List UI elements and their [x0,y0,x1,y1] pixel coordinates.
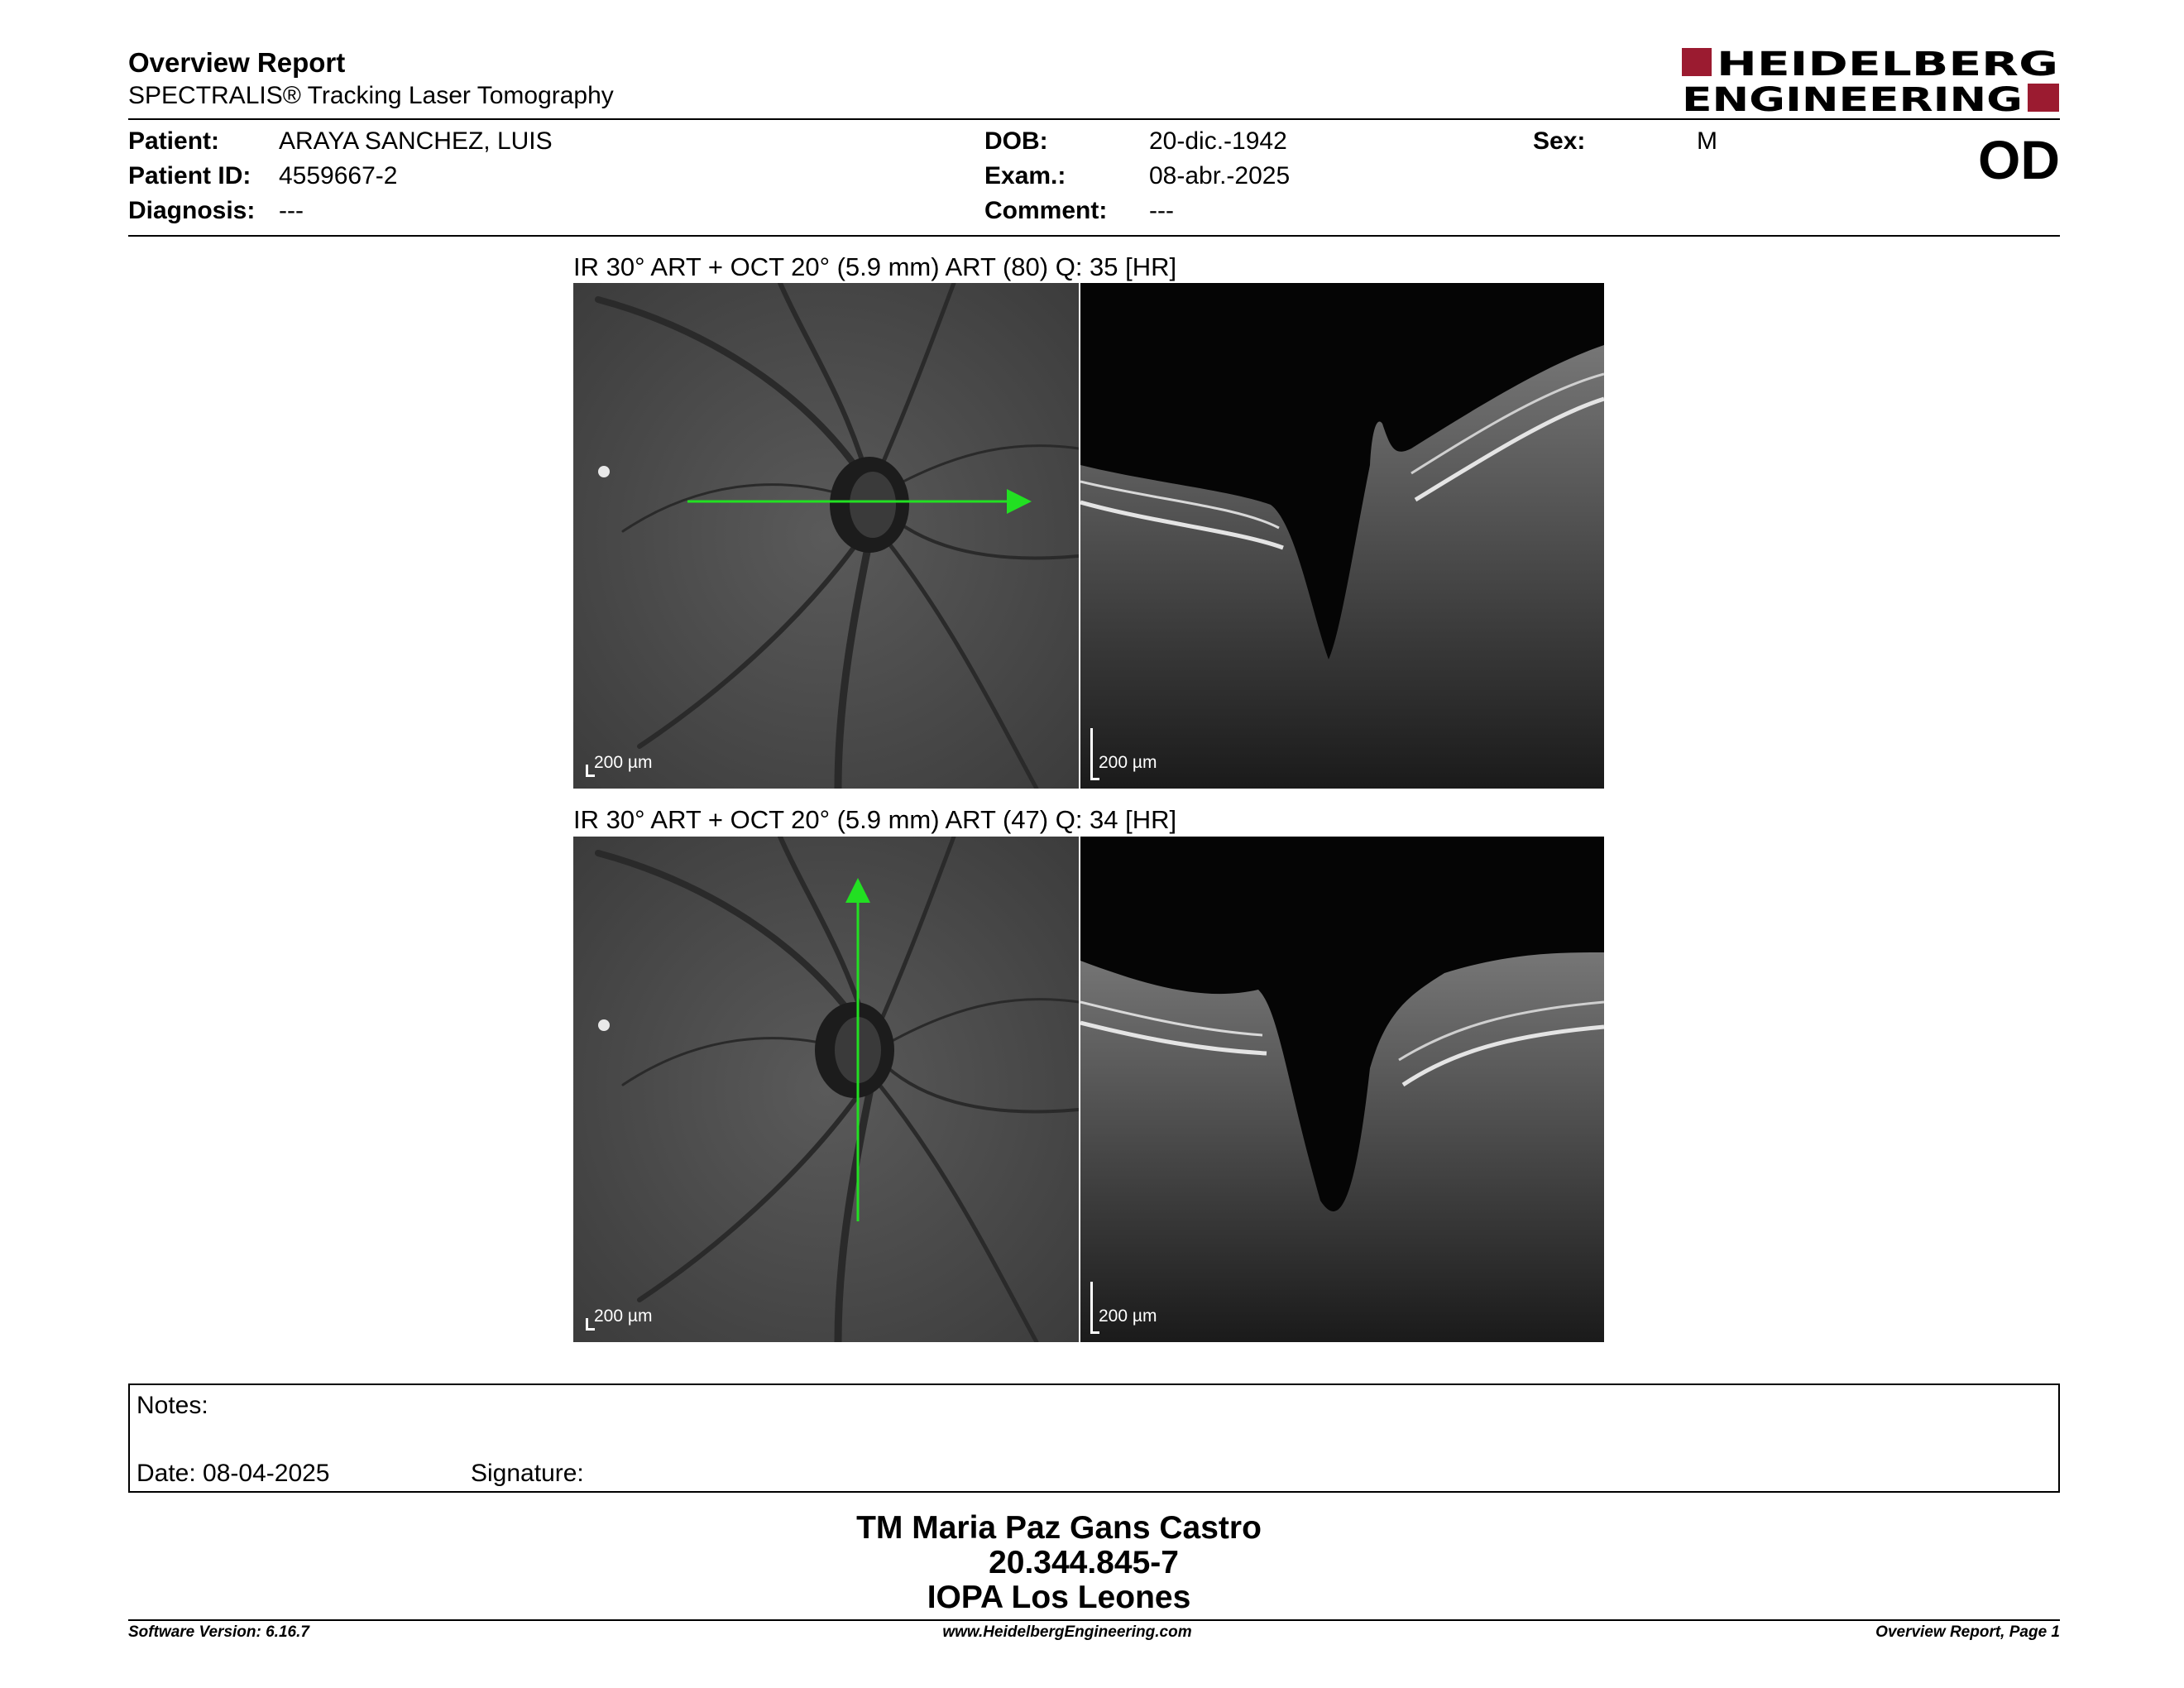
examiner-id: 20.344.845-7 [989,1545,1179,1580]
patient-id-label: Patient ID: [128,162,251,189]
diagnosis-label: Diagnosis: [128,197,256,224]
scan-2-oct-bscan: 200 µm [1080,837,1604,1342]
signature-label: Signature: [471,1460,584,1487]
sex-label: Sex: [1533,127,1586,155]
comment-label: Comment: [984,197,1108,224]
report-subtitle: SPECTRALIS® Tracking Laser Tomography [128,82,614,109]
dob-label: DOB: [984,127,1048,155]
scan-2-ir-image: 200 µm [573,837,1079,1342]
header-divider [128,118,2060,120]
examiner-name: TM Maria Paz Gans Castro [856,1510,1262,1546]
exam-value: 08-abr.-2025 [1149,162,1291,189]
heidelberg-engineering-logo [1682,46,2060,114]
patient-divider [128,235,2060,237]
patient-label: Patient: [128,127,220,155]
scan-2-title: IR 30° ART + OCT 20° (5.9 mm) ART (47) Q: 34 [HR] [573,805,1177,834]
scan-1-title: IR 30° ART + OCT 20° (5.9 mm) ART (80) Q: 35 [HR] [573,252,1177,281]
scan-1-oct-bscan: 200 µm [1080,283,1604,789]
logo-line2: ENGINEERING [1682,81,2023,114]
sex-value: M [1697,127,1717,155]
exam-label: Exam.: [984,162,1066,189]
page-indicator: Overview Report, Page 1 [1875,1623,2060,1641]
clinic-name: IOPA Los Leones [927,1580,1191,1615]
report-title: Overview Report [128,47,346,78]
website-link[interactable]: www.HeidelbergEngineering.com [942,1623,1192,1641]
notes-date: Date: 08-04-2025 [136,1460,330,1487]
patient-id: 4559667-2 [279,162,398,189]
comment-value: --- [1149,197,1174,224]
software-version: Software Version: 6.16.7 [128,1623,309,1641]
notes-label: Notes: [136,1392,208,1419]
logo-line1: HEIDELBERG [1717,46,2058,84]
footer-divider [128,1619,2060,1621]
dob-value: 20-dic.-1942 [1149,127,1287,155]
scan-1-ir-image: 200 µm [573,283,1079,789]
patient-name: ARAYA SANCHEZ, LUIS [279,127,553,155]
diagnosis-value: --- [279,197,304,224]
notes-box [128,1383,2060,1493]
eye-indicator: OD [1978,129,2060,190]
